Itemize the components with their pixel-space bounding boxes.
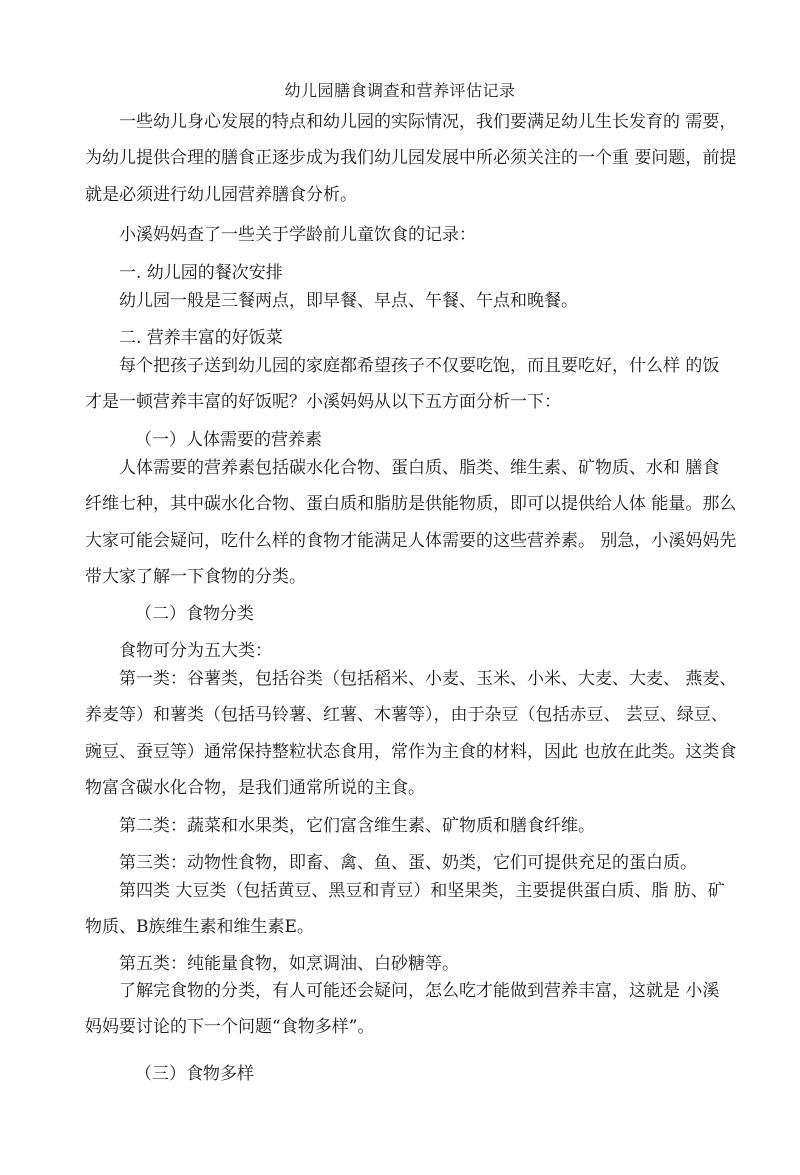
- text-line: 每个把孩子送到幼儿园的家庭都希望孩子不仅要吃饱，而且要吃好，什么样 的饭: [119, 356, 720, 376]
- heading-nutritious-meals: 二. 营养丰富的好饭菜: [119, 328, 283, 348]
- document-title: 幼儿园膳食调查和营养评估记录: [284, 81, 516, 100]
- text-line: 一些幼儿身心发展的特点和幼儿园的实际情况，我们要满足幼儿生长发育的 需要，: [119, 112, 737, 132]
- paragraph-category-1: [85, 661, 737, 806]
- paragraph-meal-schedule: 幼儿园一般是三餐两点，即早餐、早点、午餐、午点和晚餐。: [119, 291, 578, 311]
- paragraph-category-5: 第五类：纯能量食物，如烹调油、白砂糖等。: [119, 954, 459, 974]
- heading-nutrients: （一）人体需要的营养素: [135, 430, 322, 450]
- text-line: 大家可能会疑问，吃什么样的食物才能满足人体需要的这些营养素。 别急，小溪妈妈先: [85, 530, 737, 551]
- paragraph-food-variety-intro: [85, 973, 720, 1046]
- text-line: 了解完食物的分类，有人可能还会疑问，怎么吃才能做到营养丰富，这就是 小溪: [119, 981, 720, 1001]
- text-line: 物富含碳水化合物，是我们通常所说的主食。: [85, 777, 425, 798]
- text-line: 就是必须进行幼儿园营养膳食分析。: [85, 184, 357, 205]
- paragraph-category-3: 第三类：动物性食物，即畜、禽、鱼、蛋、奶类，它们可提供充足的蛋白质。: [119, 853, 697, 873]
- text-line: 第四类 大豆类（包括黄豆、黑豆和青豆）和坚果类，主要提供蛋白质、脂 肪、矿: [119, 881, 725, 901]
- text-line: 带大家了解一下食物的分类。: [85, 566, 306, 587]
- text-line: 豌豆、蚕豆等）通常保持整粒状态食用，常作为主食的材料，因此 也放在此类。这类食: [85, 741, 737, 762]
- text-line: 物质、B族维生素和维生素E。: [85, 917, 314, 938]
- text-line: 为幼儿提供合理的膳食正逐步成为我们幼儿园发展中所必须关注的一个重 要问题，前提: [85, 148, 737, 169]
- text-line: 妈妈要讨论的下一个问题“食物多样”。: [85, 1017, 375, 1038]
- text-line: 养麦等）和薯类（包括马铃薯、红薯、木薯等），由于杂豆（包括赤豆、 芸豆、绿豆、: [85, 705, 728, 726]
- paragraph-records-intro: 小溪妈妈查了一些关于学龄前儿童饮食的记录：: [119, 225, 476, 245]
- paragraph-five-categories: 食物可分为五大类：: [119, 641, 272, 661]
- heading-food-variety: （三）食物多样: [135, 1064, 254, 1084]
- paragraph-intro: [85, 104, 737, 213]
- text-line: 第一类：谷薯类，包括谷类（包括稻米、小麦、玉米、小米、大麦、大麦、 燕麦、: [119, 669, 737, 689]
- text-line: 纤维七种，其中碳水化合物、蛋白质和脂肪是供能物质，即可以提供给人体 能量。那么: [85, 494, 737, 515]
- heading-meal-schedule: 一. 幼儿园的餐次安排: [119, 263, 283, 283]
- heading-food-classification: （二）食物分类: [135, 604, 254, 624]
- text-line: 才是一顿营养丰富的好饭呢？小溪妈妈从以下五方面分析一下：: [85, 392, 561, 413]
- paragraph-nutritious-meals: [85, 348, 720, 421]
- paragraph-category-4: [85, 873, 725, 946]
- paragraph-nutrients: [85, 450, 737, 595]
- text-line: 人体需要的营养素包括碳水化合物、蛋白质、脂类、维生素、矿物质、水和 膳食: [119, 458, 720, 478]
- paragraph-category-2: 第二类：蔬菜和水果类，它们富含维生素、矿物质和膳食纤维。: [119, 816, 595, 836]
